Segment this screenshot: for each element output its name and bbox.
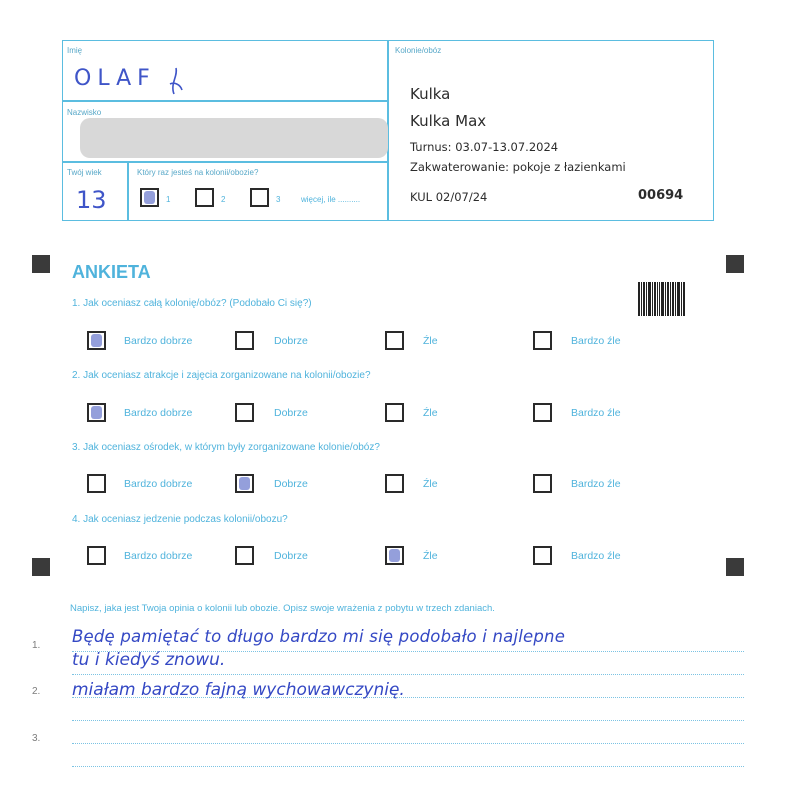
surname-label: Nazwisko [67,108,102,117]
signature-scribble-icon [166,66,186,98]
q2-label-bardzo-dobrze: Bardzo dobrze [124,407,193,419]
q2-option-bardzo-dobrze[interactable] [87,403,106,422]
divider [63,100,387,102]
q4-label-bardzo-dobrze: Bardzo dobrze [124,550,193,562]
q4-option-zle[interactable] [385,546,404,565]
registration-mark [32,255,50,273]
camp-label: Kolonie/obóz [395,46,442,55]
q4-label-bardzo-zle: Bardzo źle [571,550,621,562]
camp-name: Kulka [410,85,451,103]
line-number-1: 1. [32,640,41,651]
question-2: 2. Jak oceniasz atrakcje i zajęcia zorganizowane na kolonii/obozie? [72,370,371,381]
survey-title: ANKIETA [72,262,151,282]
registration-mark [726,255,744,273]
q1-option-bardzo-zle[interactable] [533,331,552,350]
times-more-label: więcej, ile .......... [301,195,361,204]
redacted-surname [80,118,388,158]
q4-option-dobrze[interactable] [235,546,254,565]
writing-line [72,743,744,744]
divider [63,161,387,163]
q2-label-dobrze: Dobrze [274,407,308,419]
barcode-icon [638,282,692,316]
registration-mark [32,558,50,576]
question-4: 4. Jak oceniasz jedzenie podczas kolonii/obozu? [72,514,288,525]
times-option-2: 2 [221,195,226,204]
q1-option-dobrze[interactable] [235,331,254,350]
q3-label-bardzo-zle: Bardzo źle [571,478,621,490]
times-label: Który raz jesteś na kolonii/obozie? [137,168,259,177]
q2-label-zle: Źle [423,407,438,419]
opinion-answer-3[interactable]: miałam bardzo fajną wychowawczynię. [72,680,405,700]
times-checkbox-1[interactable] [140,188,159,207]
q1-label-bardzo-zle: Bardzo źle [571,335,621,347]
times-checkbox-2[interactable] [195,188,214,207]
name-value[interactable]: OLAF [74,66,156,91]
q1-option-bardzo-dobrze[interactable] [87,331,106,350]
q3-option-bardzo-dobrze[interactable] [87,474,106,493]
opinion-prompt: Napisz, jaka jest Twoja opinia o kolonii lub obozie. Opisz swoje wrażenia z pobytu w trzech zdaniach. [70,603,495,614]
q4-label-zle: Źle [423,550,438,562]
q2-option-zle[interactable] [385,403,404,422]
writing-line [72,720,744,721]
q2-label-bardzo-zle: Bardzo źle [571,407,621,419]
q1-label-zle: Źle [423,335,438,347]
q3-option-dobrze[interactable] [235,474,254,493]
turnus: Turnus: 03.07-13.07.2024 [410,140,559,154]
writing-line [72,766,744,767]
q3-label-dobrze: Dobrze [274,478,308,490]
q4-option-bardzo-zle[interactable] [533,546,552,565]
camp-subname: Kulka Max [410,112,487,130]
q4-label-dobrze: Dobrze [274,550,308,562]
times-option-1: 1 [166,195,171,204]
q4-option-bardzo-dobrze[interactable] [87,546,106,565]
q2-option-bardzo-zle[interactable] [533,403,552,422]
times-checkbox-3[interactable] [250,188,269,207]
line-number-3: 3. [32,733,41,744]
form-number: 00694 [638,188,684,203]
q3-label-zle: Źle [423,478,438,490]
times-option-3: 3 [276,195,281,204]
name-label: Imię [67,46,83,55]
q1-label-dobrze: Dobrze [274,335,308,347]
camp-code: KUL 02/07/24 [410,190,488,204]
opinion-answer-1[interactable]: Będę pamiętać to długo bardzo mi się podobało i najlepne [72,627,566,646]
writing-line [72,674,744,675]
q1-label-bardzo-dobrze: Bardzo dobrze [124,335,193,347]
age-label: Twój wiek [67,168,102,177]
divider [127,161,129,220]
line-number-2: 2. [32,686,41,697]
question-1: 1. Jak oceniasz całą kolonię/obóz? (Podobało Ci się?) [72,298,312,309]
registration-mark [726,558,744,576]
q3-label-bardzo-dobrze: Bardzo dobrze [124,478,193,490]
q2-option-dobrze[interactable] [235,403,254,422]
q3-option-zle[interactable] [385,474,404,493]
question-3: 3. Jak oceniasz ośrodek, w którym były zorganizowane kolonie/obóz? [72,442,380,453]
opinion-answer-2[interactable]: tu i kiedyś znowu. [72,650,226,670]
age-value[interactable]: 13 [76,186,107,214]
q3-option-bardzo-zle[interactable] [533,474,552,493]
accommodation: Zakwaterowanie: pokoje z łazienkami [410,160,626,174]
q1-option-zle[interactable] [385,331,404,350]
